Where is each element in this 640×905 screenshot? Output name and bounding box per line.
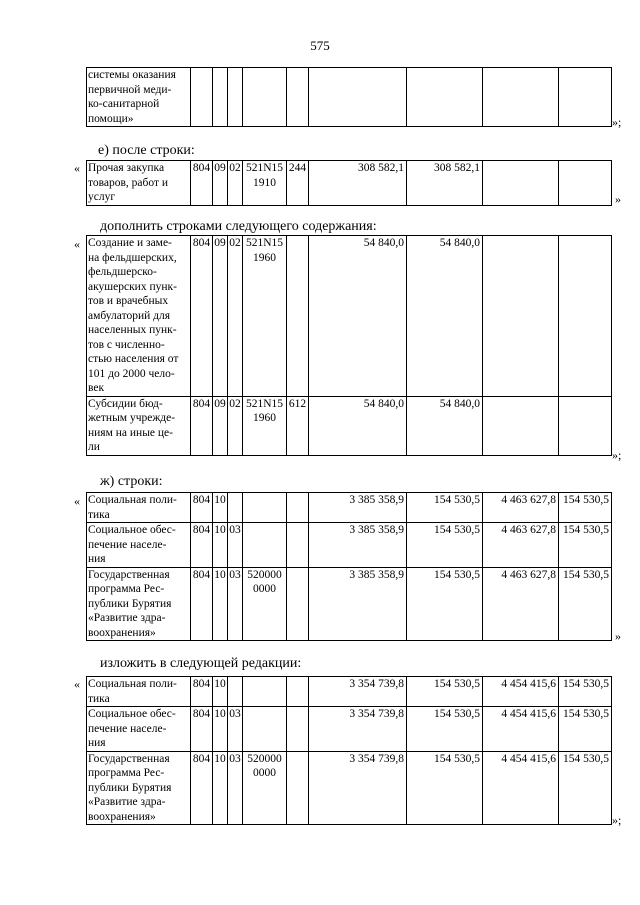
budget-table-5 (86, 676, 612, 825)
cell-target: 521N15 1910 (243, 161, 287, 206)
cell-subsection (228, 493, 243, 523)
cell-amount-4 (559, 68, 612, 127)
cell-amount-1: 3 385 358,9 (309, 523, 407, 568)
cell-amount-3: 4 454 415,6 (483, 677, 559, 707)
cell-amount-3: 4 463 627,8 (483, 567, 559, 641)
cell-subsection: 02 (228, 161, 243, 206)
opening-quote: « (74, 677, 80, 691)
cell-section: 09 (213, 161, 228, 206)
cell-amount-4 (559, 161, 612, 206)
cell-target: 520000 0000 (243, 567, 287, 641)
cell-ministry (191, 68, 213, 127)
budget-table-4 (86, 492, 612, 641)
cell-expense-type (287, 707, 309, 752)
cell-expense-type: 612 (287, 396, 309, 455)
cell-section: 09 (213, 396, 228, 455)
cell-section: 10 (213, 677, 228, 707)
cell-amount-1: 3 385 358,9 (309, 567, 407, 641)
cell-target (243, 493, 287, 523)
table-row (87, 236, 612, 397)
cell-amount-2: 308 582,1 (407, 161, 483, 206)
closing-quote: » (615, 192, 621, 206)
cell-subsection: 03 (228, 523, 243, 568)
section-heading-redact: изложить в следующей редакции: (100, 656, 302, 671)
cell-name: Создание и заме- на фельдшерских, фельдшерско- акушерских пунк- тов и врачебных амбулаторий для населенных пунк- тов с численно- стью населения от 101 до 2000 чело- век (87, 236, 191, 397)
cell-amount-1 (309, 68, 407, 127)
cell-name: Социальное обес- печение населе- ния (87, 523, 191, 568)
section-heading-e: е) после строки: (98, 143, 195, 158)
cell-subsection: 03 (228, 707, 243, 752)
table-row (87, 161, 612, 206)
cell-ministry: 804 (191, 677, 213, 707)
section-heading-add: дополнить строками следующего содержания: (100, 219, 377, 234)
cell-name: Прочая закупка товаров, работ и услуг (87, 161, 191, 206)
cell-amount-2 (407, 68, 483, 127)
cell-ministry: 804 (191, 567, 213, 641)
cell-target (243, 677, 287, 707)
table-row (87, 493, 612, 523)
cell-ministry: 804 (191, 161, 213, 206)
cell-name: Субсидии бюд- жетным учрежде- ниям на иные це- ли (87, 396, 191, 455)
table-row (87, 396, 612, 455)
cell-amount-1: 3 354 739,8 (309, 677, 407, 707)
cell-amount-3 (483, 68, 559, 127)
cell-name: Социальное обес- печение населе- ния (87, 707, 191, 752)
cell-amount-3 (483, 236, 559, 397)
table-row (87, 523, 612, 568)
cell-amount-1: 54 840,0 (309, 236, 407, 397)
cell-amount-4: 154 530,5 (559, 567, 612, 641)
cell-name: Государственная программа Рес- публики Бурятия «Развитие здра- воохранения» (87, 567, 191, 641)
cell-target (243, 523, 287, 568)
cell-amount-3 (483, 396, 559, 455)
cell-section: 10 (213, 751, 228, 825)
cell-amount-3: 4 463 627,8 (483, 493, 559, 523)
opening-quote: « (74, 494, 80, 508)
cell-amount-2: 154 530,5 (407, 707, 483, 752)
table-row (87, 677, 612, 707)
cell-amount-1: 3 354 739,8 (309, 751, 407, 825)
cell-target (243, 68, 287, 127)
cell-amount-1: 308 582,1 (309, 161, 407, 206)
cell-expense-type (287, 236, 309, 397)
cell-name: Социальная поли- тика (87, 677, 191, 707)
cell-subsection: 03 (228, 567, 243, 641)
closing-quote: »; (612, 813, 622, 827)
cell-section: 10 (213, 523, 228, 568)
cell-expense-type: 244 (287, 161, 309, 206)
cell-ministry: 804 (191, 493, 213, 523)
cell-amount-2: 154 530,5 (407, 677, 483, 707)
cell-amount-2: 154 530,5 (407, 751, 483, 825)
budget-table-3 (86, 235, 612, 456)
cell-subsection: 02 (228, 396, 243, 455)
cell-expense-type (287, 523, 309, 568)
opening-quote: « (74, 161, 80, 175)
cell-expense-type (287, 567, 309, 641)
cell-ministry: 804 (191, 236, 213, 397)
cell-subsection: 02 (228, 236, 243, 397)
cell-section: 09 (213, 236, 228, 397)
section-heading-zh: ж) строки: (100, 474, 163, 489)
cell-section (213, 68, 228, 127)
cell-target: 521N15 1960 (243, 396, 287, 455)
cell-section: 10 (213, 493, 228, 523)
cell-subsection (228, 68, 243, 127)
cell-amount-2: 154 530,5 (407, 567, 483, 641)
cell-target (243, 707, 287, 752)
closing-quote: »; (612, 115, 622, 129)
cell-target: 520000 0000 (243, 751, 287, 825)
cell-amount-4: 154 530,5 (559, 493, 612, 523)
cell-ministry: 804 (191, 707, 213, 752)
cell-expense-type (287, 751, 309, 825)
cell-ministry: 804 (191, 523, 213, 568)
cell-amount-4 (559, 396, 612, 455)
table-row (87, 68, 612, 127)
cell-amount-3: 4 454 415,6 (483, 751, 559, 825)
cell-ministry: 804 (191, 751, 213, 825)
table-row (87, 567, 612, 641)
table-row (87, 707, 612, 752)
cell-expense-type (287, 677, 309, 707)
cell-amount-4: 154 530,5 (559, 707, 612, 752)
opening-quote: « (74, 237, 80, 251)
cell-amount-3: 4 454 415,6 (483, 707, 559, 752)
cell-name: Социальная поли- тика (87, 493, 191, 523)
cell-amount-4: 154 530,5 (559, 677, 612, 707)
cell-expense-type (287, 493, 309, 523)
cell-amount-4: 154 530,5 (559, 751, 612, 825)
page-number: 575 (310, 38, 330, 53)
cell-name: системы оказания первичной меди- ко-санитарной помощи» (87, 68, 191, 127)
cell-subsection: 03 (228, 751, 243, 825)
cell-target: 521N15 1960 (243, 236, 287, 397)
cell-amount-2: 54 840,0 (407, 236, 483, 397)
cell-amount-1: 3 385 358,9 (309, 493, 407, 523)
cell-name: Государственная программа Рес- публики Бурятия «Развитие здра- воохранения» (87, 751, 191, 825)
closing-quote: »; (612, 448, 622, 462)
cell-section: 10 (213, 567, 228, 641)
cell-ministry: 804 (191, 396, 213, 455)
cell-amount-4: 154 530,5 (559, 523, 612, 568)
cell-expense-type (287, 68, 309, 127)
cell-amount-2: 154 530,5 (407, 523, 483, 568)
table-row (87, 751, 612, 825)
cell-amount-1: 3 354 739,8 (309, 707, 407, 752)
cell-amount-1: 54 840,0 (309, 396, 407, 455)
cell-amount-4 (559, 236, 612, 397)
cell-amount-2: 154 530,5 (407, 493, 483, 523)
cell-amount-3 (483, 161, 559, 206)
budget-table-1 (86, 67, 612, 127)
cell-amount-3: 4 463 627,8 (483, 523, 559, 568)
cell-amount-2: 54 840,0 (407, 396, 483, 455)
cell-section: 10 (213, 707, 228, 752)
cell-subsection (228, 677, 243, 707)
closing-quote: » (615, 629, 621, 643)
budget-table-2 (86, 160, 612, 206)
